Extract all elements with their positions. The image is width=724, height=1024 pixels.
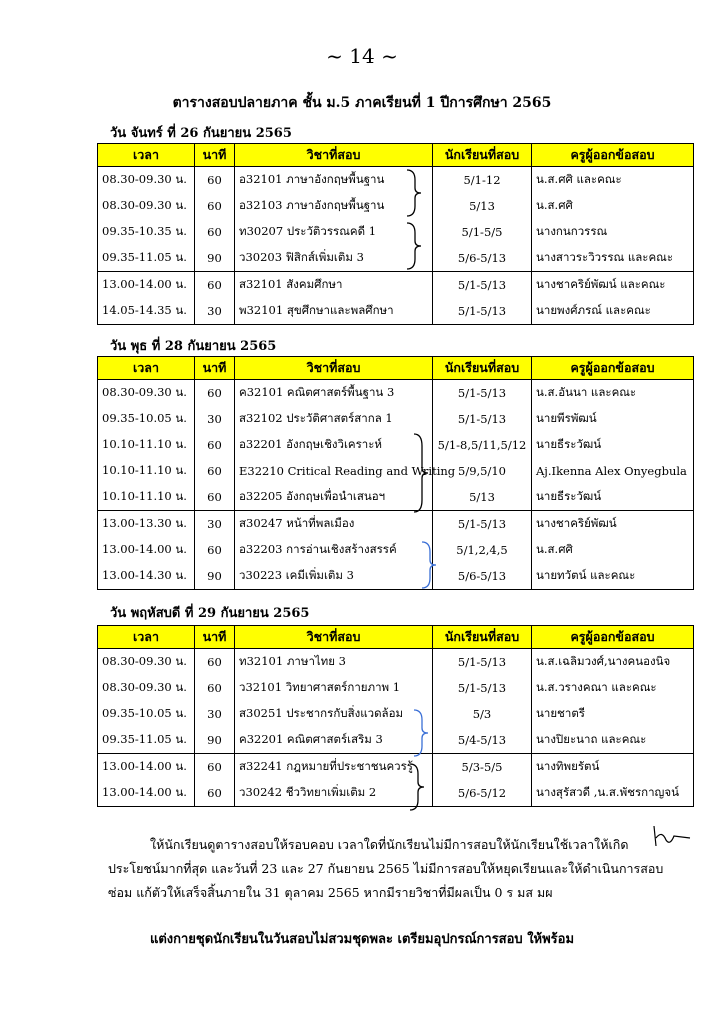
table-cell: 13.00-14.00 น. (98, 537, 195, 563)
table-row (98, 406, 694, 432)
table-cell: 60 (195, 484, 235, 511)
table-cell: 5/1-5/13 (433, 406, 532, 432)
table-cell: 60 (195, 272, 235, 299)
table-cell: 09.35-10.35 น. (98, 219, 195, 245)
table-cell: ส32241 กฎหมายที่ประชาชนควรรู้ (235, 754, 433, 781)
table-cell: นายพีรพัฒน์ (532, 406, 694, 432)
table-cell: 5/1-5/5 (433, 219, 532, 245)
table-cell: 5/1-5/13 (433, 649, 532, 676)
table-cell: 30 (195, 701, 235, 727)
table-row (98, 754, 694, 781)
table-row (98, 298, 694, 325)
table-cell: 5/1,2,4,5 (433, 537, 532, 563)
table-cell: 09.35-10.05 น. (98, 406, 195, 432)
table-cell: ว32101 วิทยาศาสตร์กายภาพ 1 (235, 675, 433, 701)
column-header: วิชาที่สอบ (235, 626, 433, 649)
table-cell: นายธีระวัฒน์ (532, 484, 694, 511)
table-cell: ค32101 คณิตศาสตร์พื้นฐาน 3 (235, 380, 433, 407)
table-cell: 5/4-5/13 (433, 727, 532, 754)
day-label-monday: วัน จันทร์ ที่ 26 กันยายน 2565 (110, 126, 292, 141)
exam-table-thursday (97, 625, 694, 807)
table-cell: นางกนกวรรณ (532, 219, 694, 245)
table-row (98, 219, 694, 245)
table-cell: ส32101 สังคมศึกษา (235, 272, 433, 299)
column-header: เวลา (98, 357, 195, 380)
table-row (98, 484, 694, 511)
table-row (98, 649, 694, 676)
table-cell: นางทิพยรัตน์ (532, 754, 694, 781)
table-cell: ส32102 ประวัติศาสตร์สากล 1 (235, 406, 433, 432)
table-cell: อ32101 ภาษาอังกฤษพื้นฐาน (235, 167, 433, 194)
table-cell: 10.10-11.10 น. (98, 458, 195, 484)
table-cell: นางสาวระวิวรรณ และคณะ (532, 245, 694, 272)
table-cell: 60 (195, 432, 235, 458)
table-cell: 5/9,5/10 (433, 458, 532, 484)
table-cell: 10.10-11.10 น. (98, 484, 195, 511)
table-cell: 13.00-14.00 น. (98, 272, 195, 299)
table-row (98, 727, 694, 754)
table-cell: 10.10-11.10 น. (98, 432, 195, 458)
table-cell: 14.05-14.35 น. (98, 298, 195, 325)
table-cell: 13.00-14.00 น. (98, 754, 195, 781)
table-cell: น.ส.เฉลิมวงศ์,นางคนองนิจ (532, 649, 694, 676)
table-cell: 5/1-8,5/11,5/12 (433, 432, 532, 458)
table-cell: 5/13 (433, 193, 532, 219)
table-cell: ว30203 ฟิสิกส์เพิ่มเติม 3 (235, 245, 433, 272)
table-cell: 5/1-5/13 (433, 511, 532, 538)
table-cell: นางชาคริย์พัฒน์ และคณะ (532, 272, 694, 299)
table-cell: ค32201 คณิตศาสตร์เสริม 3 (235, 727, 433, 754)
table-cell: ว30223 เคมีเพิ่มเติม 3 (235, 563, 433, 590)
table-cell: ท32101 ภาษาไทย 3 (235, 649, 433, 676)
table-cell: นางสุรัสวดี ,น.ส.พัชรกาญจน์ (532, 780, 694, 807)
column-header: ครูผู้ออกข้อสอบ (532, 357, 694, 380)
note-line: ประโยชน์มากที่สุด และวันที่ 23 และ 27 กันยายน 2565 ไม่มีการสอบให้หยุดเรียนและให้ดำเนินการสอบ (108, 861, 664, 876)
table-cell: 08.30-09.30 น. (98, 193, 195, 219)
table-cell: 08.30-09.30 น. (98, 380, 195, 407)
table-row (98, 563, 694, 590)
table-cell: 5/1-12 (433, 167, 532, 194)
table-cell: 60 (195, 380, 235, 407)
table-cell: 5/6-5/13 (433, 245, 532, 272)
table-cell: 09.35-11.05 น. (98, 245, 195, 272)
table-cell: 60 (195, 458, 235, 484)
table-row (98, 167, 694, 194)
day-label-wednesday: วัน พุธ ที่ 28 กันยายน 2565 (110, 339, 277, 354)
table-cell: ส30251 ประชากรกับสิ่งแวดล้อม (235, 701, 433, 727)
table-cell: 60 (195, 780, 235, 807)
table-cell: 60 (195, 537, 235, 563)
table-row (98, 537, 694, 563)
table-cell: 08.30-09.30 น. (98, 167, 195, 194)
table-cell: 5/1-5/13 (433, 272, 532, 299)
table-cell: 30 (195, 298, 235, 325)
column-header: เวลา (98, 626, 195, 649)
table-row (98, 511, 694, 538)
table-cell: 13.00-13.30 น. (98, 511, 195, 538)
table-cell: ส30247 หน้าที่พลเมือง (235, 511, 433, 538)
table-row (98, 380, 694, 407)
table-cell: น.ส.ศศิ (532, 537, 694, 563)
table-cell: ว30242 ชีววิทยาเพิ่มเติม 2 (235, 780, 433, 807)
table-cell: พ32101 สุขศึกษาและพลศึกษา (235, 298, 433, 325)
table-row (98, 675, 694, 701)
table-cell: Aj.Ikenna Alex Onyegbula (532, 458, 694, 484)
column-header: นาที (195, 626, 235, 649)
column-header: นักเรียนที่สอบ (433, 357, 532, 380)
table-cell: 90 (195, 727, 235, 754)
document-title: ตารางสอบปลายภาค ชั้น ม.5 ภาคเรียนที่ 1 ปีการศึกษา 2565 (172, 95, 552, 111)
table-cell: 5/6-5/12 (433, 780, 532, 807)
table-row (98, 245, 694, 272)
table-cell: 60 (195, 219, 235, 245)
table-cell: 60 (195, 675, 235, 701)
table-cell: นายธีระวัฒน์ (532, 432, 694, 458)
table-cell: 5/1-5/13 (433, 380, 532, 407)
table-header-row (98, 357, 694, 380)
table-cell: 08.30-09.30 น. (98, 649, 195, 676)
table-cell: อ32103 ภาษาอังกฤษพื้นฐาน (235, 193, 433, 219)
table-cell: น.ส.ศศิ และคณะ (532, 167, 694, 194)
table-cell: 13.00-14.30 น. (98, 563, 195, 590)
table-cell: นางปิยะนาถ และคณะ (532, 727, 694, 754)
table-cell: 30 (195, 511, 235, 538)
table-cell: 5/13 (433, 484, 532, 511)
table-cell: 09.35-11.05 น. (98, 727, 195, 754)
table-cell: นางชาคริย์พัฒน์ (532, 511, 694, 538)
column-header: นาที (195, 144, 235, 167)
page-number: ~ 14 ~ (326, 44, 398, 68)
table-cell: อ32201 อังกฤษเชิงวิเคราะห์ (235, 432, 433, 458)
table-cell: อ32203 การอ่านเชิงสร้างสรรค์ (235, 537, 433, 563)
column-header: นาที (195, 357, 235, 380)
table-cell: 13.00-14.00 น. (98, 780, 195, 807)
exam-table-wednesday (97, 356, 694, 590)
table-cell: 90 (195, 563, 235, 590)
note-line: ซ่อม แก้ตัวให้เสร็จสิ้นภายใน 31 ตุลาคม 2565 หากมีรายวิชาที่มีผลเป็น 0 ร มส มผ (108, 885, 553, 900)
table-cell: E32210 Critical Reading and Writing (235, 458, 433, 484)
table-row (98, 458, 694, 484)
column-header: นักเรียนที่สอบ (433, 144, 532, 167)
column-header: ครูผู้ออกข้อสอบ (532, 626, 694, 649)
table-cell: 60 (195, 754, 235, 781)
day-label-thursday: วัน พฤหัสบดี ที่ 29 กันยายน 2565 (110, 606, 310, 621)
table-cell: 5/1-5/13 (433, 298, 532, 325)
table-cell: 30 (195, 406, 235, 432)
table-cell: นายทวัตน์ และคณะ (532, 563, 694, 590)
table-cell: ท30207 ประวัติวรรณคดี 1 (235, 219, 433, 245)
table-row (98, 272, 694, 299)
column-header: ครูผู้ออกข้อสอบ (532, 144, 694, 167)
table-cell: นายพงศ์ภรณ์ และคณะ (532, 298, 694, 325)
table-cell: 5/6-5/13 (433, 563, 532, 590)
table-cell: น.ส.อันนา และคณะ (532, 380, 694, 407)
table-cell: 5/3 (433, 701, 532, 727)
table-row (98, 193, 694, 219)
table-row (98, 432, 694, 458)
table-header-row (98, 144, 694, 167)
table-cell: น.ส.ศศิ (532, 193, 694, 219)
column-header: วิชาที่สอบ (235, 357, 433, 380)
dress-code-note: แต่งกายชุดนักเรียนในวันสอบไม่สวมชุดพละ เตรียมอุปกรณ์การสอบ ให้พร้อม (149, 932, 575, 947)
table-row (98, 701, 694, 727)
column-header: วิชาที่สอบ (235, 144, 433, 167)
table-cell: 09.35-10.05 น. (98, 701, 195, 727)
table-cell: 90 (195, 245, 235, 272)
table-cell: 60 (195, 193, 235, 219)
table-cell: 60 (195, 167, 235, 194)
table-cell: อ32205 อังกฤษเพื่อนำเสนอฯ (235, 484, 433, 511)
table-cell: 5/3-5/5 (433, 754, 532, 781)
column-header: นักเรียนที่สอบ (433, 626, 532, 649)
note-line: ให้นักเรียนดูตารางสอบให้รอบคอบ เวลาใดที่นักเรียนไม่มีการสอบให้นักเรียนใช้เวลาให้เกิด (150, 837, 629, 852)
table-cell: 08.30-09.30 น. (98, 675, 195, 701)
exam-table-monday (97, 143, 694, 325)
column-header: เวลา (98, 144, 195, 167)
table-cell: นายชาตรี (532, 701, 694, 727)
table-cell: 60 (195, 649, 235, 676)
instruction-note (108, 833, 668, 905)
table-row (98, 780, 694, 807)
table-header-row (98, 626, 694, 649)
table-cell: น.ส.วรางคณา และคณะ (532, 675, 694, 701)
table-cell: 5/1-5/13 (433, 675, 532, 701)
